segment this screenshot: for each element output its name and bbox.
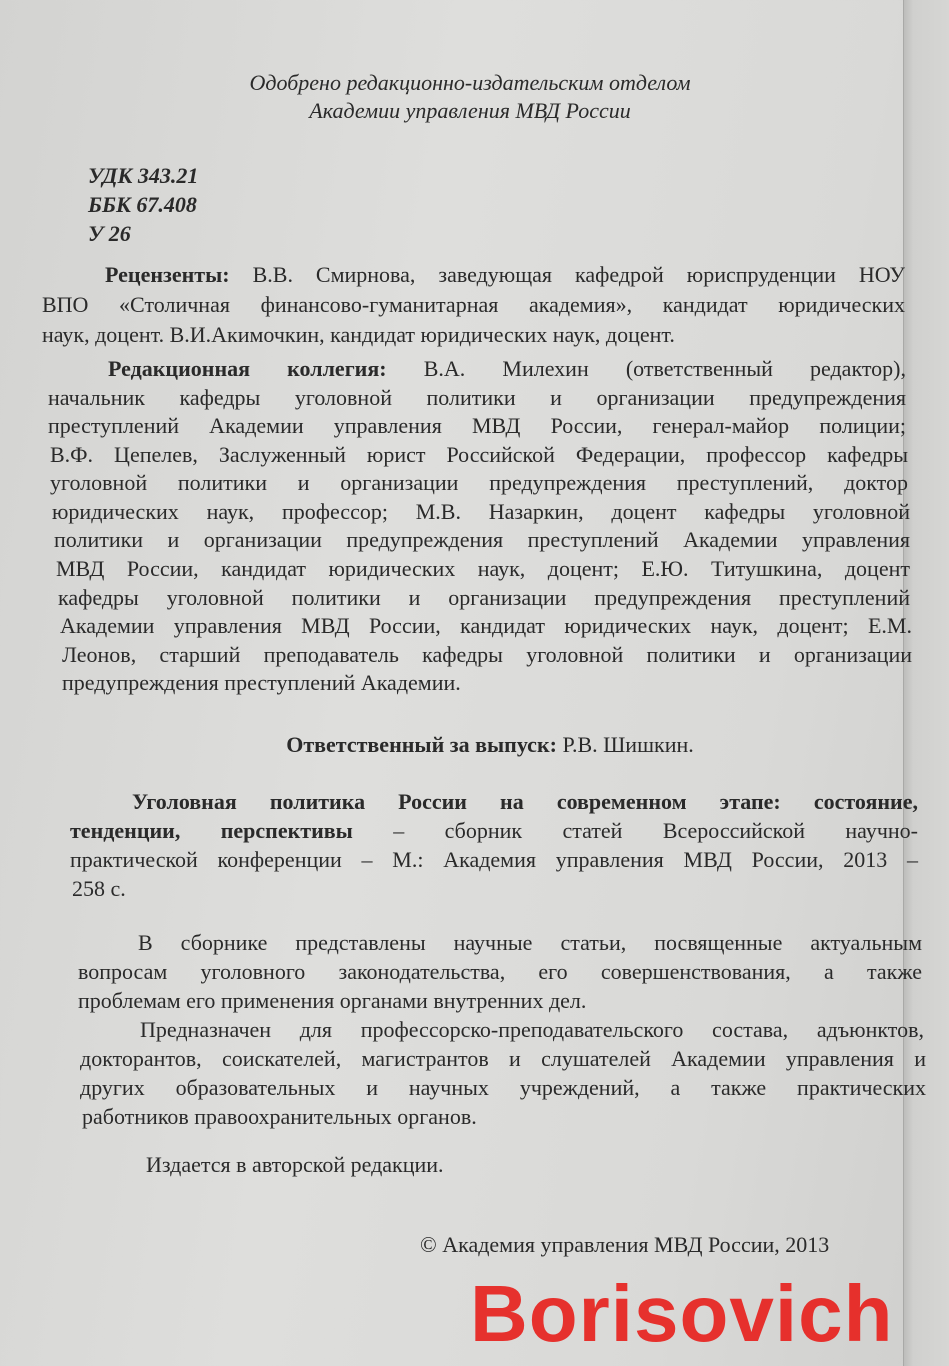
authors-edition-note: Издается в авторской редакции. [146, 1152, 444, 1177]
responsible-line [160, 732, 820, 758]
copyright-notice: © Академия управления МВД России, 2013 [420, 1232, 830, 1257]
watermark: Borisovich [470, 1269, 894, 1358]
editorial-line: В.Ф. Цепелев, Заслуженный юрист Российской Федерации, профессор кафедры [50, 442, 908, 467]
reviewers-line: ВПО «Столичная финансово-гуманитарная академия», кандидат юридических [42, 292, 905, 317]
editorial-line: политики и организации предупреждения преступлений Академии управления [54, 527, 910, 552]
annotation-line: докторантов, соискателей, магистрантов и слушателей Академии управления и [80, 1046, 926, 1071]
annotation-line: В сборнике представлены научные статьи, посвященные актуальным [138, 930, 922, 955]
editorial-line: предупреждения преступлений Академии. [62, 670, 461, 695]
editorial-line: уголовной политики и организации предупреждения преступлений, доктор [50, 470, 908, 495]
reviewers-label: Рецензенты: [105, 262, 230, 287]
author-mark: У 26 [88, 221, 131, 246]
editorial-line: юридических наук, профессор; М.В. Назаркин, доцент кафедры уголовной [52, 499, 910, 524]
editorial-line: кафедры уголовной политики и организации предупреждения преступлений [58, 585, 910, 610]
editorial-line: МВД России, кандидат юридических наук, доцент; Е.Ю. Титушкина, доцент [56, 556, 910, 581]
citation-line: практической конференции – М.: Академия управления МВД России, 2013 – [70, 847, 918, 872]
annotation-line: работников правоохранительных органов. [82, 1104, 477, 1129]
reviewers-line: наук, доцент. В.И.Акимочкин, кандидат юридических наук, доцент. [42, 322, 675, 347]
citation-line: тенденции, перспективы – сборник статей Всероссийской научно- [70, 818, 918, 843]
editorial-line: Академии управления МВД России, кандидат юридических наук, доцент; Е.М. [60, 613, 912, 638]
bbk-code: ББК 67.408 [88, 192, 197, 217]
editorial-label: Редакционная коллегия: [108, 356, 387, 381]
citation-line: 258 с. [72, 876, 126, 901]
responsible-name: Р.В. Шишкин. [562, 732, 694, 757]
editorial-line: Леонов, старший преподаватель кафедры уголовной политики и организации [62, 642, 912, 667]
approval-line-2: Академии управления МВД России [309, 98, 631, 123]
annotation-line: других образовательных и научных учреждений, а также практических [80, 1075, 926, 1100]
annotation-line: вопросам уголовного законодательства, его совершенствования, а также [78, 959, 922, 984]
citation-title-line: Уголовная политика России на современном этапе: состояние, [132, 789, 918, 814]
responsible-label: Ответственный за выпуск: [286, 732, 557, 757]
approval-line-1: Одобрено редакционно-издательским отделом [249, 70, 691, 95]
udk-code: УДК 343.21 [88, 163, 199, 188]
editorial-line: начальник кафедры уголовной политики и организации предупреждения [48, 385, 906, 410]
editorial-line: преступлений Академии управления МВД России, генерал-майор полиции; [48, 413, 906, 438]
editorial-line: Редакционная коллегия: В.А. Милехин (ответственный редактор), [108, 356, 906, 381]
annotation-line: Предназначен для профессорско-преподавательского состава, адъюнктов, [140, 1017, 924, 1042]
annotation-line: проблемам его применения органами внутренних дел. [78, 988, 587, 1013]
reviewers-line: Рецензенты: В.В. Смирнова, заведующая кафедрой юриспруденции НОУ [105, 262, 905, 287]
